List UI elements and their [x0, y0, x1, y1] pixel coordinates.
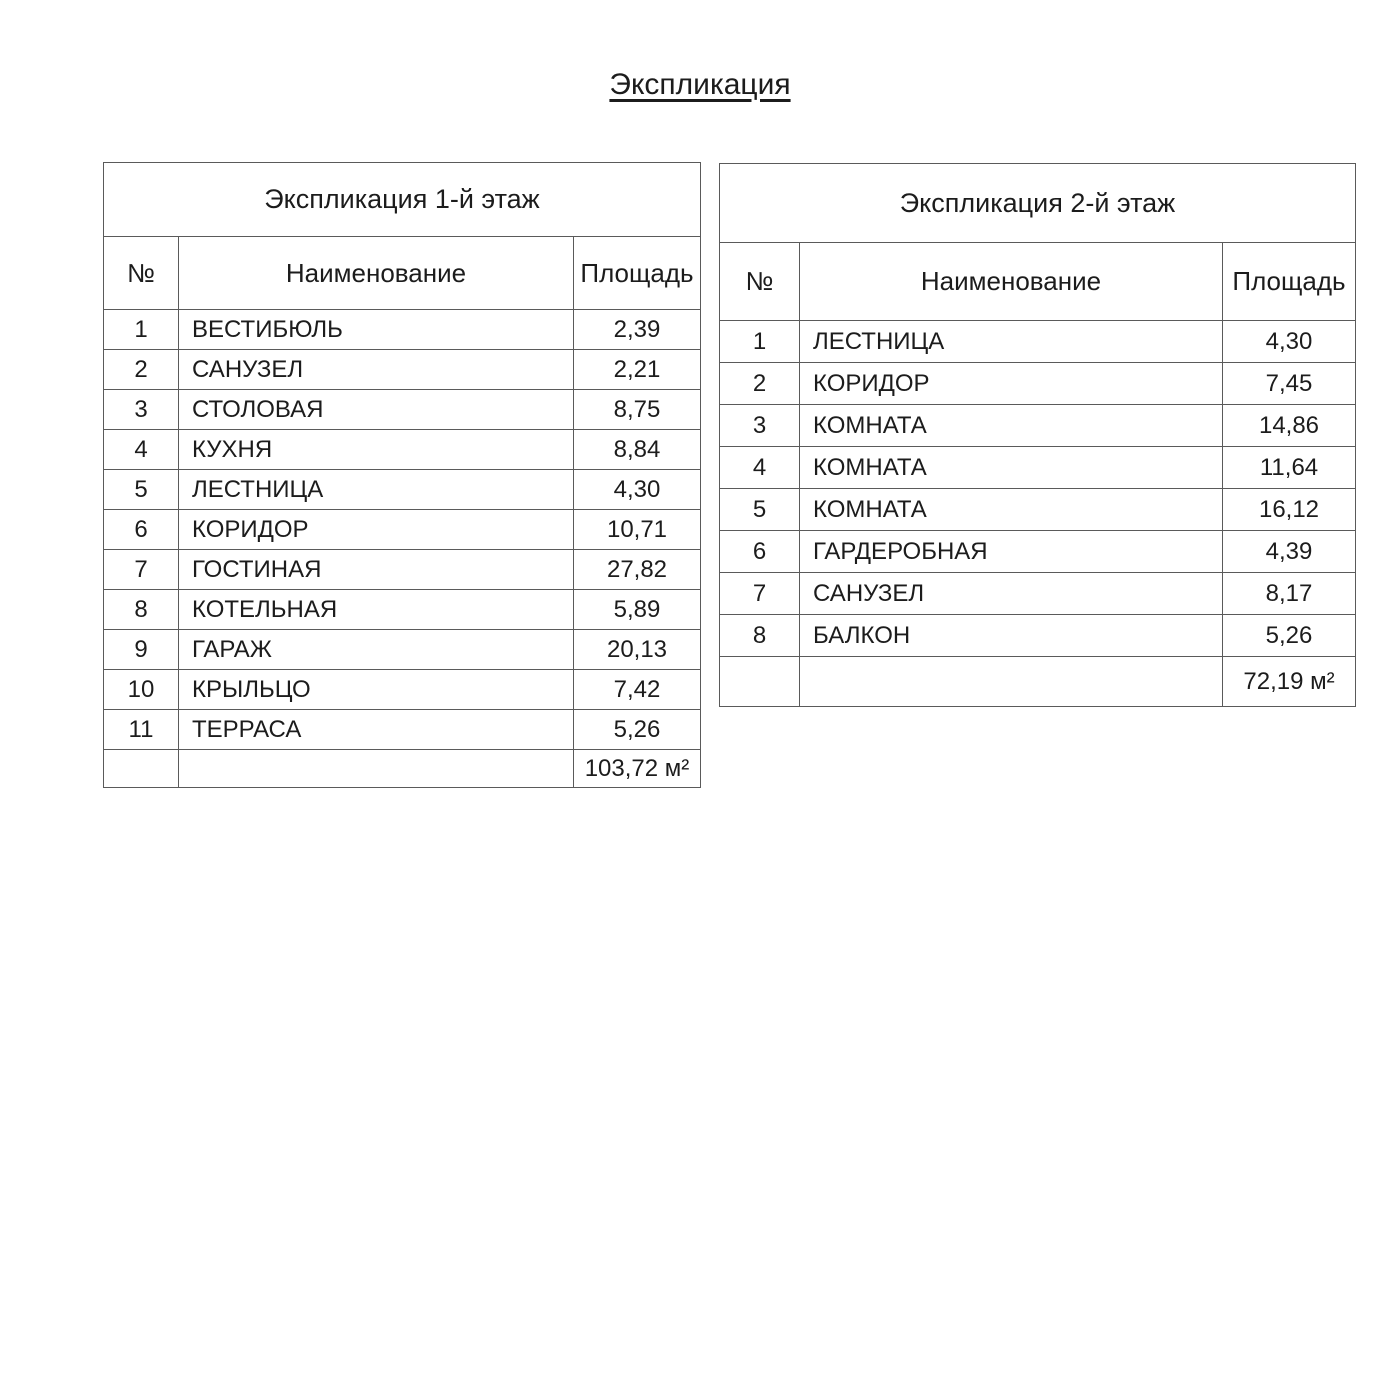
total-row [720, 657, 1356, 707]
room-name: КОТЕЛЬНАЯ [179, 590, 574, 630]
room-name: ГАРАЖ [179, 630, 574, 670]
table-row [104, 470, 701, 510]
row-number: 6 [720, 531, 800, 573]
room-name: КОМНАТА [800, 489, 1223, 531]
row-number: 4 [720, 447, 800, 489]
total-row-empty-number-cell [720, 657, 800, 707]
total-row-empty-number-cell [104, 750, 179, 788]
room-name: КОРИДОР [800, 363, 1223, 405]
explication-table-floor-2 [719, 163, 1356, 707]
page-title: Экспликация [609, 68, 791, 101]
table-row [720, 615, 1356, 657]
row-number: 6 [104, 510, 179, 550]
row-number: 9 [104, 630, 179, 670]
table-row [720, 489, 1356, 531]
room-area: 5,89 [574, 590, 701, 630]
room-name: ГОСТИНАЯ [179, 550, 574, 590]
room-name: САНУЗЕЛ [800, 573, 1223, 615]
table-row [104, 430, 701, 470]
column-header-area: Площадь [1223, 243, 1356, 321]
row-number: 1 [720, 321, 800, 363]
table-floor-2-title: Экспликация 2-й этаж [720, 164, 1356, 243]
table-row [104, 350, 701, 390]
table-row [720, 321, 1356, 363]
room-name: ГАРДЕРОБНАЯ [800, 531, 1223, 573]
room-name: САНУЗЕЛ [179, 350, 574, 390]
room-name: КОРИДОР [179, 510, 574, 550]
table-row [720, 363, 1356, 405]
row-number: 8 [720, 615, 800, 657]
room-name: КОМНАТА [800, 447, 1223, 489]
row-number: 11 [104, 710, 179, 750]
table-floor-1-title: Экспликация 1-й этаж [104, 163, 701, 237]
room-area: 10,71 [574, 510, 701, 550]
row-number: 1 [104, 310, 179, 350]
table-row [720, 405, 1356, 447]
table-row [720, 573, 1356, 615]
total-area-value: 72,19 м² [1223, 657, 1356, 707]
row-number: 2 [720, 363, 800, 405]
explication-table-floor-1 [103, 162, 701, 788]
column-header-number: № [720, 243, 800, 321]
row-number: 4 [104, 430, 179, 470]
table-row [720, 447, 1356, 489]
table-row [720, 531, 1356, 573]
room-area: 11,64 [1223, 447, 1356, 489]
table-row [104, 510, 701, 550]
room-area: 2,39 [574, 310, 701, 350]
column-header-number: № [104, 237, 179, 310]
total-row-empty-name-cell [800, 657, 1223, 707]
room-area: 7,42 [574, 670, 701, 710]
room-area: 5,26 [574, 710, 701, 750]
row-number: 3 [720, 405, 800, 447]
table-row [104, 310, 701, 350]
room-area: 7,45 [1223, 363, 1356, 405]
row-number: 7 [720, 573, 800, 615]
table-row [104, 550, 701, 590]
table-row [104, 710, 701, 750]
room-name: КРЫЛЬЦО [179, 670, 574, 710]
row-number: 3 [104, 390, 179, 430]
room-name: СТОЛОВАЯ [179, 390, 574, 430]
row-number: 5 [720, 489, 800, 531]
room-name: БАЛКОН [800, 615, 1223, 657]
total-area-value: 103,72 м² [574, 750, 701, 788]
row-number: 7 [104, 550, 179, 590]
row-number: 8 [104, 590, 179, 630]
row-number: 5 [104, 470, 179, 510]
table-title-row [104, 163, 701, 237]
room-name: ЛЕСТНИЦА [800, 321, 1223, 363]
total-row [104, 750, 701, 788]
room-area: 16,12 [1223, 489, 1356, 531]
table-title-row [720, 164, 1356, 243]
room-area: 20,13 [574, 630, 701, 670]
column-header-name: Наименование [179, 237, 574, 310]
table-header-row [104, 237, 701, 310]
room-area: 5,26 [1223, 615, 1356, 657]
room-name: КУХНЯ [179, 430, 574, 470]
column-header-name: Наименование [800, 243, 1223, 321]
column-header-area: Площадь [574, 237, 701, 310]
room-area: 27,82 [574, 550, 701, 590]
row-number: 10 [104, 670, 179, 710]
room-name: ВЕСТИБЮЛЬ [179, 310, 574, 350]
row-number: 2 [104, 350, 179, 390]
room-name: ЛЕСТНИЦА [179, 470, 574, 510]
table-row [104, 390, 701, 430]
room-area: 14,86 [1223, 405, 1356, 447]
room-area: 8,84 [574, 430, 701, 470]
table-row [104, 590, 701, 630]
room-area: 8,17 [1223, 573, 1356, 615]
room-name: КОМНАТА [800, 405, 1223, 447]
room-area: 8,75 [574, 390, 701, 430]
table-row [104, 630, 701, 670]
room-area: 4,30 [574, 470, 701, 510]
room-name: ТЕРРАСА [179, 710, 574, 750]
room-area: 4,39 [1223, 531, 1356, 573]
total-row-empty-name-cell [179, 750, 574, 788]
room-area: 2,21 [574, 350, 701, 390]
table-header-row [720, 243, 1356, 321]
table-row [104, 670, 701, 710]
room-area: 4,30 [1223, 321, 1356, 363]
